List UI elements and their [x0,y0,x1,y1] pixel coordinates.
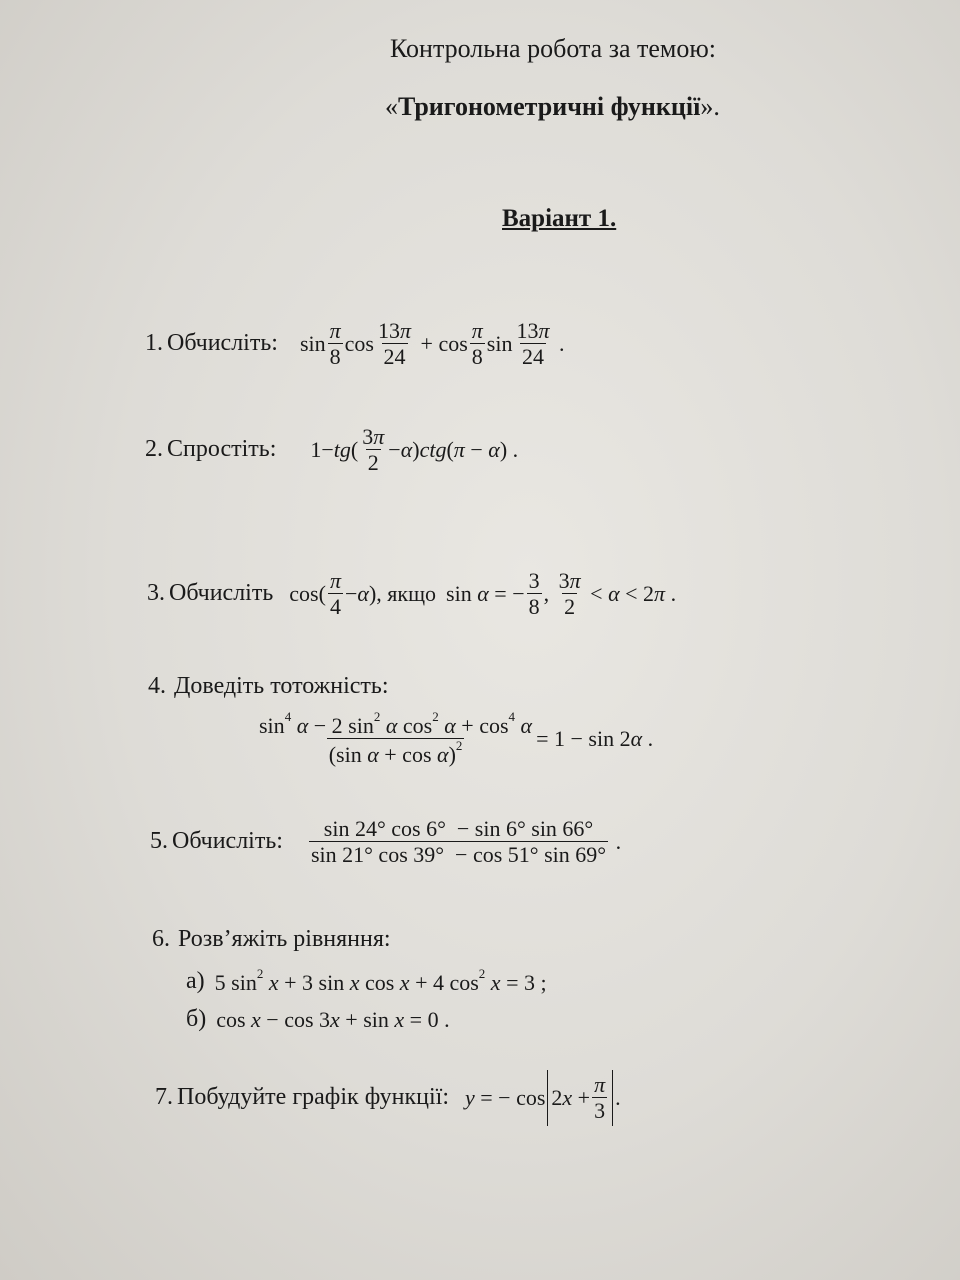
task-6a: а) 5 $\sin^2 x + 3$ sin x cos x + 4 $\cos^2 x = 3$ ; [186,966,547,995]
worksheet-title: Контрольна робота за темою: [390,34,717,63]
task-7: 7. Побудуйте графік функції: y = − cos 2 x + $\frac{\pi}{3}$ . [155,1070,621,1126]
task-6-heading: 6. Розв’яжіть рівняння: [152,926,391,952]
variant-heading: Варіант 1. [502,205,617,232]
task-5-expression: $\frac{\sin 24^\circ \cos 6^\circ - \sin 6^\circ \sin 66^\circ}{\sin 21^\circ \cos 39^\circ - \cos 51^\circ \sin 69^\circ}$ . [310,816,622,868]
task-3-condition: sin α = − $\frac{3}{8}$ , $\frac{3\pi}{2}$ < α < 2 π . [446,568,677,620]
task-2: 2. Спростіть: 1− tg ( $\frac{3\pi}{2}$ − α ) ctg ( π − α ) . [145,424,519,476]
worksheet-topic: «Тригонометричні функції». [385,92,720,121]
task-5: 5. Обчисліть: $\frac{\sin 24^\circ \cos 6^\circ - \sin 6^\circ \sin 66^\circ}{\sin 21^\circ \cos 39^\circ - \cos 51^\circ \sin 69^\circ}$ . [150,816,622,868]
task-4-identity: $\frac{\sin^4 \alpha - 2 \sin^2 \alpha \cos^2 \alpha + \cos^4 \alpha}{(\sin \alpha + \cos \alpha)^2}$ = 1 − sin 2 α . [259,709,654,768]
task-2-expression: 1− tg ( $\frac{3\pi}{2}$ − α ) ctg ( π − α ) . [310,424,519,476]
task-6b: б) cos x − cos 3x + sin x = 0 . [186,1006,450,1032]
task-3-expression: cos( $\frac{\pi}{4}$ − α ) [289,568,377,620]
task-1-expression: sin $\frac{\pi}{8}$ cos $\frac{13\pi}{24}$ + cos $\frac{\pi}{8}$ sin $\frac{13\pi}{24}$ . [299,318,565,370]
task-7-function: y = − cos 2 x + $\frac{\pi}{3}$ . [465,1070,621,1126]
task-6b-equation: cos x − cos 3x + sin x = 0 . [216,1006,450,1032]
task-4-heading: 4. Доведіть тотожність: [148,673,389,699]
task-6a-equation: 5 $\sin^2 x + 3$ sin x cos x + 4 $\cos^2 x = 3$ ; [214,966,547,995]
task-1: 1. Обчисліть: sin $\frac{\pi}{8}$ cos $\frac{13\pi}{24}$ + cos $\frac{\pi}{8}$ sin $\frac{13\pi}{24}$ . [145,318,565,370]
task-3: 3. Обчисліть cos( $\frac{\pi}{4}$ − α ) , якщо sin α = − $\frac{3}{8}$ , $\frac{3\pi}{2}$ < α < 2 π . [147,568,677,620]
